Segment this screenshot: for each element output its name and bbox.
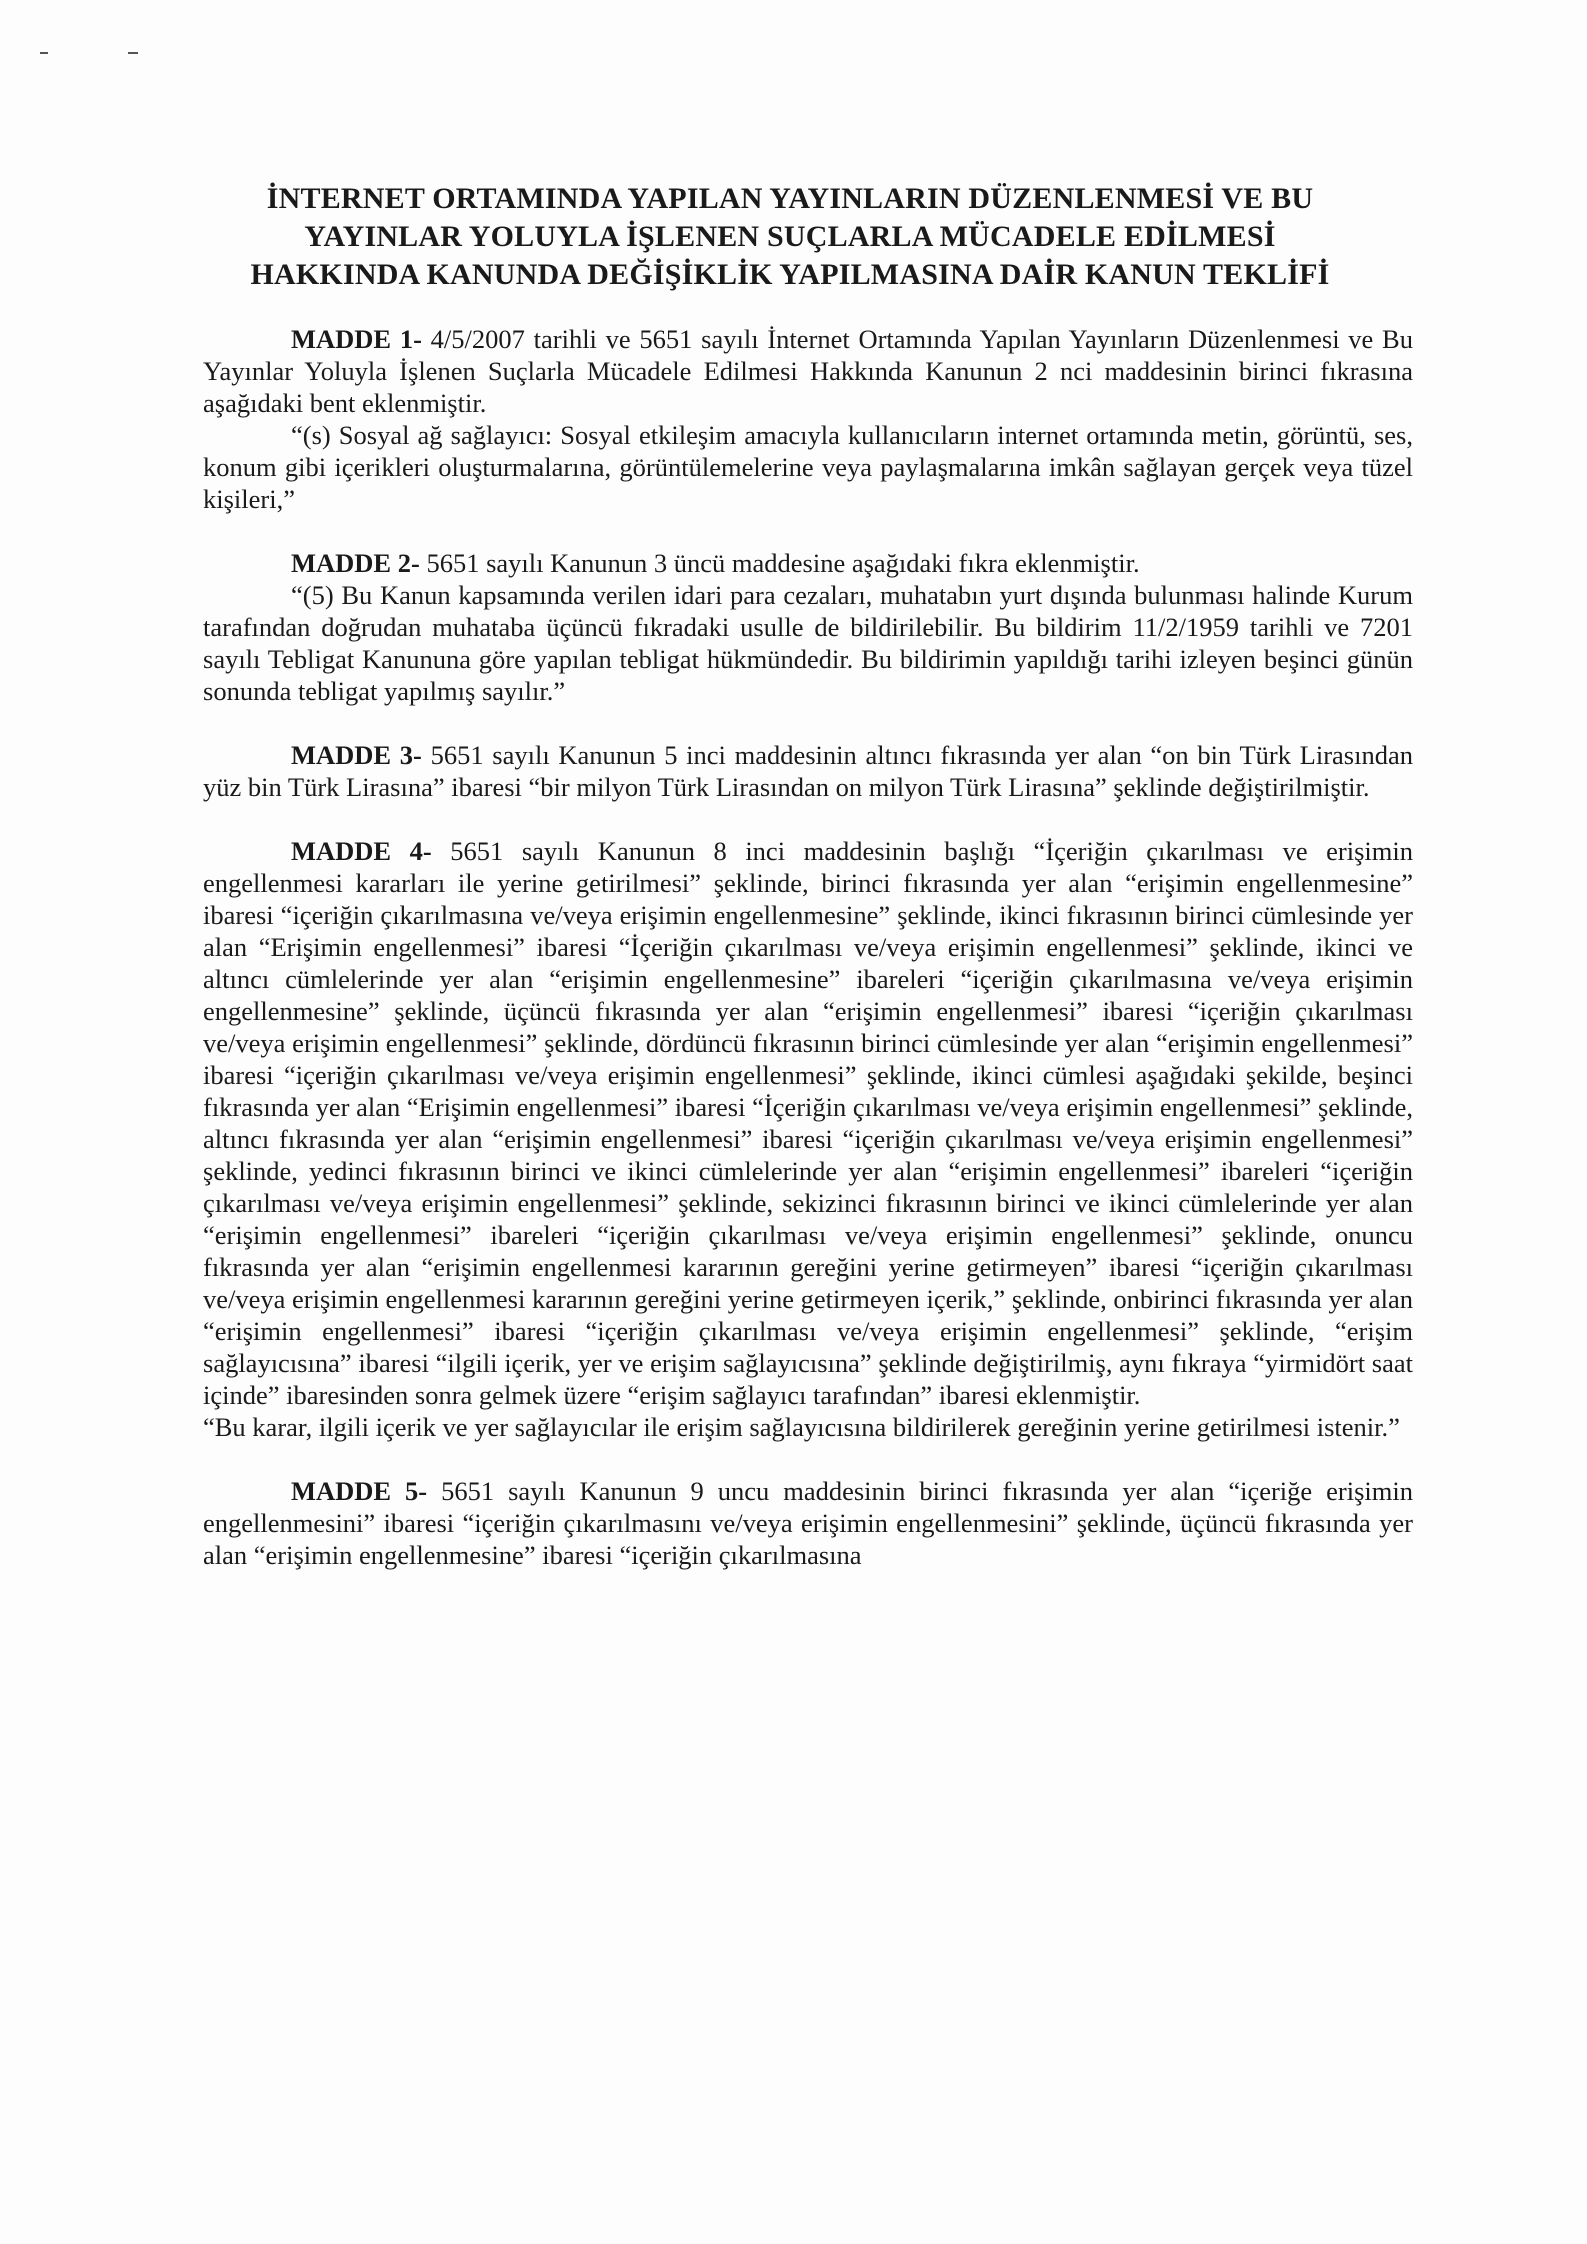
article-label: MADDE 3-: [291, 740, 422, 770]
title-line: İNTERNET ORTAMINDA YAPILAN YAYINLARIN DÜZENLENMESİ VE BU: [266, 182, 1314, 215]
article-text: 5651 sayılı Kanunun 3 üncü maddesine aşağıdaki fıkra eklenmiştir.: [419, 548, 1140, 578]
title-line: HAKKINDA KANUNDA DEĞİŞİKLİK YAPILMASINA DAİR KANUN TEKLİFİ: [250, 258, 1330, 291]
article-text: 5651 sayılı Kanunun 9 uncu maddesinin birinci fıkrasında yer alan “içeriğe erişimin engellenmesini” ibaresi “içeriğin çıkarılmasını ve/veya erişimin engellenmesini” şeklinde, üçüncü fıkrasında yer alan “erişimin engellenmesine” ibaresi “içeriğin çıkarılmasına: [203, 1476, 1413, 1570]
document-body: [203, 323, 1413, 1571]
paragraph-gap: [203, 707, 1413, 739]
article-5: [203, 1475, 1413, 1571]
title-line: YAYINLAR YOLUYLA İŞLENEN SUÇLARLA MÜCADELE EDİLMESİ: [304, 220, 1276, 253]
scan-artifact-mark: [128, 52, 138, 54]
article-text: 5651 sayılı Kanunun 8 inci maddesinin başlığı “İçeriğin çıkarılması ve erişimin engellenmesi kararları ile yerine getirilmesi” şeklinde, birinci fıkrasında yer alan “erişimin engellenmesine” ibaresi “içeriğin çıkarılmasına ve/veya erişimin engellenmesine” şeklinde, ikinci fıkrasının birinci cümlesinde yer alan “Erişimin engellenmesi” ibaresi “İçeriğin çıkarılması ve/veya erişimin engellenmesi” şeklinde, ikinci ve altıncı cümlelerinde yer alan “erişimin engellenmesine” ibareleri “içeriğin çıkarılmasına ve/veya erişimin engellenmesine” şeklinde, üçüncü fıkrasında yer alan “erişimin engellenmesi” ibaresi “içeriğin çıkarılması ve/veya erişimin engellenmesi” şeklinde, dördüncü fıkrasının birinci cümlesinde yer alan “erişimin engellenmesi” ibaresi “içeriğin çıkarılması ve/veya erişimin engellenmesi” şeklinde, ikinci cümlesi aşağıdaki şekilde, beşinci fıkrasında yer alan “Erişimin engellenmesi” ibaresi “İçeriğin çıkarılması ve/veya erişimin engellenmesi” şeklinde, altıncı fıkrasında yer alan “erişimin engellenmesi” ibaresi “içeriğin çıkarılması ve/veya erişimin engellenmesi” şeklinde, yedinci fıkrasının birinci ve ikinci cümlelerinde yer alan “erişimin engellenmesi” ibareleri “içeriğin çıkarılması ve/veya erişimin engellenmesi” şeklinde, sekizinci fıkrasının birinci ve ikinci cümlelerinde yer alan “erişimin engellenmesi” ibareleri “içeriğin çıkarılması ve/veya erişimin engellenmesi” şeklinde, onuncu fıkrasında yer alan “erişimin engellenmesi kararının gereğini yerine getirmeyen” ibaresi “içeriğin çıkarılması ve/veya erişimin engellenmesi kararının gereğini yerine getirmeyen içerik,” şeklinde, onbirinci fıkrasında yer alan “erişimin engellenmesi” ibaresi “içeriğin çıkarılması ve/veya erişimin engellenmesi” şeklinde, “erişim sağlayıcısına” ibaresi “ilgili içerik, yer ve erişim sağlayıcısına” şeklinde değiştirilmiş, aynı fıkraya “yirmidört saat içinde” ibaresinden sonra gelmek üzere “erişim sağlayıcı tarafından” ibaresi eklenmiştir.: [203, 836, 1413, 1410]
document-title: [170, 180, 1410, 294]
article-label: MADDE 1-: [291, 324, 422, 354]
article-4-quote: “Bu karar, ilgili içerik ve yer sağlayıcılar ile erişim sağlayıcısına bildirilerek gereğinin yerine getirilmesi istenir.”: [203, 1412, 1400, 1442]
article-2: [203, 547, 1413, 579]
article-1-quote: “(s) Sosyal ağ sağlayıcı: Sosyal etkileşim amacıyla kullanıcıların internet ortamında metin, görüntü, ses, konum gibi içerikleri oluşturmalarına, görüntülemelerine veya paylaşmalarına imkân sağlayan gerçek veya tüzel kişileri,”: [203, 420, 1413, 514]
article-text: 4/5/2007 tarihli ve 5651 sayılı İnternet Ortamında Yapılan Yayınların Düzenlenmesi ve Bu Yayınlar Yoluyla İşlenen Suçlarla Mücadele Edilmesi Hakkında Kanunun 2 nci maddesinin birinci fıkrasına aşağıdaki bent eklenmiştir.: [203, 324, 1413, 418]
paragraph-gap: [203, 515, 1413, 547]
article-3: [203, 739, 1413, 803]
article-4: [203, 835, 1413, 1411]
paragraph-gap: [203, 803, 1413, 835]
article-label: MADDE 5-: [291, 1476, 428, 1506]
article-text: 5651 sayılı Kanunun 5 inci maddesinin altıncı fıkrasında yer alan “on bin Türk Lirasından yüz bin Türk Lirasına” ibaresi “bir milyon Türk Lirasından on milyon Türk Lirasına” şeklinde değiştirilmiştir.: [203, 740, 1413, 802]
article-label: MADDE 2-: [291, 548, 420, 578]
article-2-quote: “(5) Bu Kanun kapsamında verilen idari para cezaları, muhatabın yurt dışında bulunması halinde Kurum tarafından doğrudan muhataba üçüncü fıkradaki usulle de bildirilebilir. Bu bildirim 11/2/1959 tarihli ve 7201 sayılı Tebligat Kanununa göre yapılan tebligat hükmündedir. Bu bildirimin yapıldığı tarihi izleyen beşinci günün sonunda tebligat yapılmış sayılır.”: [203, 580, 1413, 706]
article-1: [203, 323, 1413, 419]
article-label: MADDE 4-: [291, 836, 432, 866]
paragraph-gap: [203, 1443, 1413, 1475]
scan-artifact-mark: [40, 52, 48, 54]
